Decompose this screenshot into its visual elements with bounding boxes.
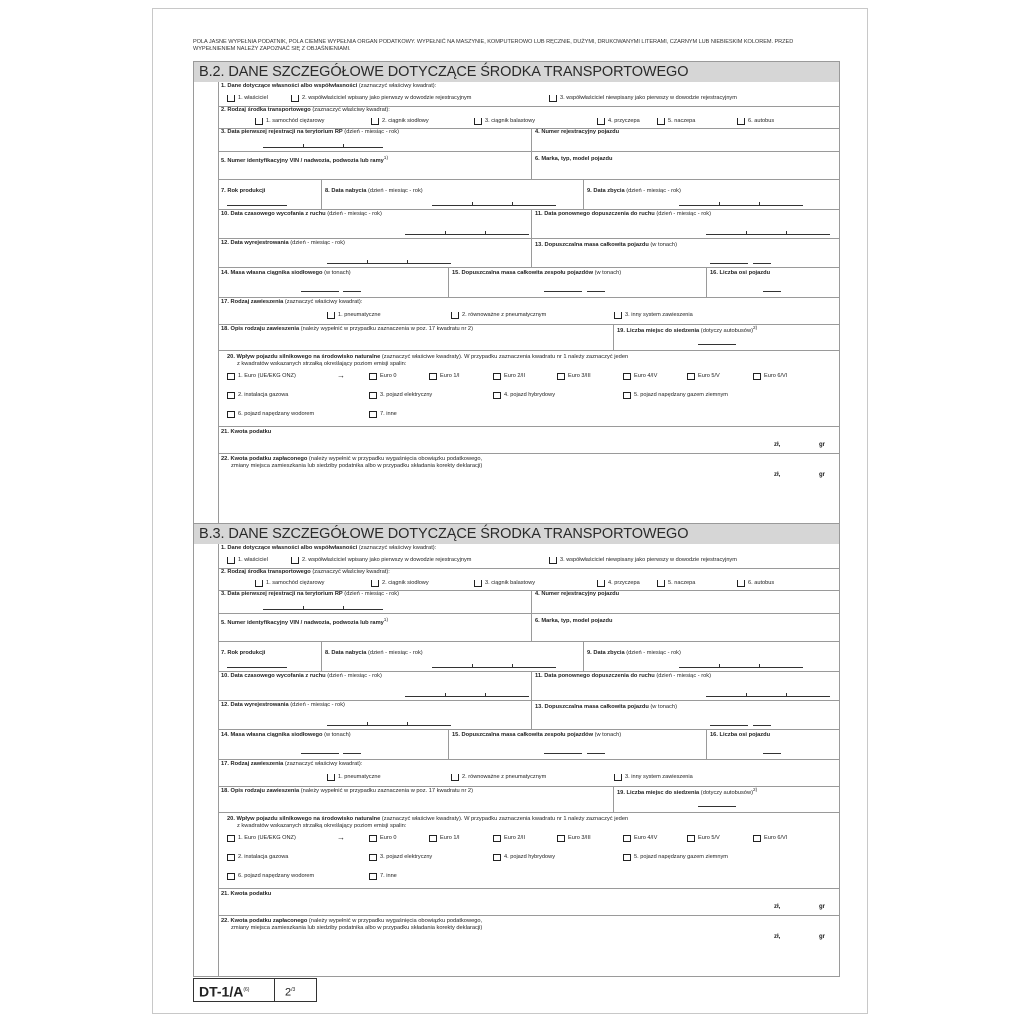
input-tractor-mass[interactable] xyxy=(301,287,339,292)
field-label: 15. Dopuszczalna masa całkowita zespołu pojazdów (w tonach) xyxy=(452,732,622,738)
checkbox-euro-6[interactable]: Euro 6/VI xyxy=(753,834,787,842)
vehicle-section-2 xyxy=(193,61,840,524)
field-suspension-desc-label: 18. Opis rodzaju zawieszenia (należy wypełnić w przypadku zaznaczenia w poz. 17 kwadratu nr 2) xyxy=(221,788,473,794)
checkbox-euro-5[interactable]: Euro 5/V xyxy=(687,372,720,380)
field-hint: zmiany miejsca zamieszkania lub siedziby podatnika albo w przypadku składania korekty deklaracji) xyxy=(231,462,483,469)
checkbox-euro[interactable]: 1. Euro (UE/EKG ONZ) xyxy=(227,372,296,380)
field-tax-amount[interactable] xyxy=(219,426,839,454)
row-suspension-desc xyxy=(219,786,839,813)
checkbox-co-owner-first[interactable]: 2. współwłaściciel wpisany jako pierwszy w dowodzie rejestracyjnym xyxy=(291,94,471,102)
currency-zl: zł, xyxy=(774,472,781,478)
form-sheet xyxy=(152,8,868,1014)
field-withdrawal-label: 10. Data czasowego wycofania z ruchu (dzień - miesiąc - rok) xyxy=(221,673,382,679)
field-label: 6. Marka, typ, model pojazdu xyxy=(535,156,613,162)
field-label: 11. Data ponownego dopuszczenia do ruchu (dzień - miesiąc - rok) xyxy=(535,673,712,679)
field-environmental-impact xyxy=(219,350,839,427)
field-hint: z kwadratów wskazanych strzałką określający poziom emisji spalin: xyxy=(237,360,407,367)
checkbox-electric[interactable]: 3. pojazd elektryczny xyxy=(369,853,432,861)
field-tractor-mass-label: 14. Masa własna ciągnika siodłowego (w tonach) xyxy=(221,732,351,738)
instructions-text: POLA JASNE WYPEŁNIA PODATNIK, POLA CIEMNE WYPEŁNIA ORGAN PODATKOWY. WYPEŁNIĆ NA MASZYNIE, KOMPUTEROWO LUB RĘCZNIE, DUŻYMI, DRUKOWANYMI LITERAMI, CZARNYM LUB NIEBIESKIM KOLOREM. PRZED WYPEŁNIENIEM NALEŻY ZAPOZNAĆ SIĘ Z OBJAŚNIENIAMI. xyxy=(193,39,794,52)
field-acquisition-date[interactable] xyxy=(321,641,584,671)
row-production-dates xyxy=(219,641,839,672)
input-production-year[interactable] xyxy=(227,201,287,206)
checkbox-tractor[interactable]: 2. ciągnik siodłowy xyxy=(371,579,429,587)
field-combination-mass[interactable] xyxy=(448,267,707,297)
checkbox-truck[interactable]: 1. samochód ciężarowy xyxy=(255,117,324,125)
field-label: 22. Kwota podatku zapłaconego (należy wypełnić w przypadku wygaśnięcia obowiązku podatkowego, xyxy=(221,918,483,924)
currency-zl: zł, xyxy=(774,442,781,448)
date-deregistration[interactable] xyxy=(327,721,451,726)
field-ownership xyxy=(219,82,839,107)
checkbox-gas[interactable]: 2. instalacja gazowa xyxy=(227,853,288,861)
checkbox-co-owner-other[interactable]: 3. współwłaściciel niewpisany jako pierwszy w dowodzie rejestracyjnym xyxy=(549,556,737,564)
checkbox-euro-2[interactable]: Euro 2/II xyxy=(493,372,525,380)
field-deregistration-label: 12. Data wyrejestrowania (dzień - miesiąc - rok) xyxy=(221,702,345,708)
field-hint: zmiany miejsca zamieszkania lub siedziby podatnika albo w przypadku składania korekty deklaracji) xyxy=(231,924,483,931)
field-label: 17. Rodzaj zawieszenia (zaznaczyć właściwy kwadrat): xyxy=(221,761,363,767)
checkbox-other-suspension[interactable]: 3. inny system zawieszenia xyxy=(614,773,693,781)
section-body xyxy=(218,82,839,523)
checkbox-bus[interactable]: 6. autobus xyxy=(737,579,774,587)
field-label: 13. Dopuszczalna masa całkowita pojazdu (w tonach) xyxy=(535,242,677,248)
field-label: 19. Liczba miejsc do siedzenia (dotyczy autobusów)$^{2)}$ xyxy=(617,326,758,334)
currency-zl: zł, xyxy=(774,904,781,910)
field-ownership xyxy=(219,544,839,569)
field-label: 20. Wpływ pojazdu silnikowego na środowisko naturalne (zaznaczyć właściwe kwadraty). W przypadku zaznaczenia kwadratu nr 1 należy zaznaczyć jeden xyxy=(227,816,629,822)
row-registration xyxy=(219,590,839,614)
field-deregistration-label: 12. Data wyrejestrowania (dzień - miesiąc - rok) xyxy=(221,240,345,246)
field-hint: z kwadratów wskazanych strzałką określający poziom emisji spalin: xyxy=(237,822,407,829)
checkbox-pneumatic[interactable]: 1. pneumatyczne xyxy=(327,311,381,319)
checkbox-euro-0[interactable]: Euro 0 xyxy=(369,834,396,842)
field-suspension-desc-label: 18. Opis rodzaju zawieszenia (należy wypełnić w przypadku zaznaczenia w poz. 17 kwadratu nr 2) xyxy=(221,326,473,332)
checkbox-pneumatic[interactable]: 1. pneumatyczne xyxy=(327,773,381,781)
form-code: $DT-1/A^{(6)}$ xyxy=(193,978,275,1002)
currency-zl: zł, xyxy=(774,934,781,940)
row-withdrawal xyxy=(219,671,839,701)
field-tax-paid[interactable] xyxy=(219,915,839,944)
field-seats[interactable] xyxy=(613,324,839,350)
input-tractor-mass[interactable] xyxy=(301,749,339,754)
field-label: 20. Wpływ pojazdu silnikowego na środowisko naturalne (zaznaczyć właściwe kwadraty). W przypadku zaznaczenia kwadratu nr 1 należy zaznaczyć jeden xyxy=(227,354,629,360)
field-suspension-type xyxy=(219,759,839,787)
field-label: 16. Liczba osi pojazdu xyxy=(710,732,771,738)
field-tractor-mass-label: 14. Masa własna ciągnika siodłowego (w tonach) xyxy=(221,270,351,276)
checkbox-hydrogen[interactable]: 6. pojazd napędzany wodorem xyxy=(227,410,314,418)
field-first-registration-label: 3. Data pierwszej rejestracji na terytorium RP (dzień - miesiąc - rok) xyxy=(221,591,399,597)
currency-gr: gr xyxy=(819,442,825,448)
checkbox-hybrid[interactable]: 4. pojazd hybrydowy xyxy=(493,391,555,399)
checkbox-other[interactable]: 7. inne xyxy=(369,410,397,418)
checkbox-other[interactable]: 7. inne xyxy=(369,872,397,880)
field-max-mass[interactable] xyxy=(531,238,839,267)
field-label: 1. Dane dotyczące własności albo współwłasności (zaznaczyć właściwy kwadrat): xyxy=(221,545,437,551)
checkbox-natural-gas[interactable]: 5. pojazd napędzany gazem ziemnym xyxy=(623,853,728,861)
field-label: 6. Marka, typ, model pojazdu xyxy=(535,618,613,624)
field-axle-count[interactable] xyxy=(706,267,839,297)
field-first-registration-label: 3. Data pierwszej rejestracji na terytorium RP (dzień - miesiąc - rok) xyxy=(221,129,399,135)
field-label: 9. Data zbycia (dzień - miesiąc - rok) xyxy=(587,188,681,194)
checkbox-euro-3[interactable]: Euro 3/III xyxy=(557,834,591,842)
checkbox-euro-3[interactable]: Euro 3/III xyxy=(557,372,591,380)
checkbox-ballast-tractor[interactable]: 3. ciągnik balastowy xyxy=(474,117,535,125)
field-environmental-impact xyxy=(219,812,839,889)
arrow-icon: → xyxy=(337,833,345,842)
checkbox-gas[interactable]: 2. instalacja gazowa xyxy=(227,391,288,399)
date-withdrawal[interactable] xyxy=(405,230,529,235)
checkbox-bus[interactable]: 6. autobus xyxy=(737,117,774,125)
field-label: 21. Kwota podatku xyxy=(221,891,272,897)
field-registration-number[interactable] xyxy=(531,128,839,151)
field-label: 8. Data nabycia (dzień - miesiąc - rok) xyxy=(325,188,423,194)
field-vin-label: 5. Numer identyfikacyjny VIN / nadwozia, podwozia lub ramy$^{1)}$ xyxy=(221,156,389,164)
checkbox-hybrid[interactable]: 4. pojazd hybrydowy xyxy=(493,853,555,861)
currency-gr: gr xyxy=(819,472,825,478)
field-label: 22. Kwota podatku zapłaconego (należy wypełnić w przypadku wygaśnięcia obowiązku podatkowego, xyxy=(221,456,483,462)
checkbox-euro-2[interactable]: Euro 2/II xyxy=(493,834,525,842)
field-label: 1. Dane dotyczące własności albo współwłasności (zaznaczyć właściwy kwadrat): xyxy=(221,83,437,89)
date-first-registration[interactable] xyxy=(263,143,383,148)
checkbox-ballast-tractor[interactable]: 3. ciągnik balastowy xyxy=(474,579,535,587)
field-production-year-label: 7. Rok produkcji xyxy=(221,188,266,194)
field-suspension-type xyxy=(219,297,839,325)
row-suspension-desc xyxy=(219,324,839,351)
field-label: 19. Liczba miejsc do siedzenia (dotyczy autobusów)$^{2)}$ xyxy=(617,788,758,796)
field-max-mass[interactable] xyxy=(531,700,839,729)
checkbox-euro-1[interactable]: Euro 1/I xyxy=(429,834,460,842)
checkbox-natural-gas[interactable]: 5. pojazd napędzany gazem ziemnym xyxy=(623,391,728,399)
field-readmission-date[interactable] xyxy=(531,209,839,238)
row-masses xyxy=(219,267,839,298)
field-label: 2. Rodzaj środka transportowego (zaznaczyć właściwy kwadrat): xyxy=(221,569,390,575)
field-vin-label: 5. Numer identyfikacyjny VIN / nadwozia, podwozia lub ramy$^{1)}$ xyxy=(221,618,389,626)
row-withdrawal xyxy=(219,209,839,239)
currency-gr: gr xyxy=(819,904,825,910)
checkbox-co-owner-other[interactable]: 3. współwłaściciel niewpisany jako pierwszy w dowodzie rejestracyjnym xyxy=(549,94,737,102)
checkbox-equivalent[interactable]: 2. równoważne z pneumatycznym xyxy=(451,311,546,319)
field-seats[interactable] xyxy=(613,786,839,812)
row-production-dates xyxy=(219,179,839,210)
checkbox-euro[interactable]: 1. Euro (UE/EKG ONZ) xyxy=(227,834,296,842)
form-footer xyxy=(193,978,317,1002)
checkbox-euro-4[interactable]: Euro 4/IV xyxy=(623,834,657,842)
row-deregistration xyxy=(219,238,839,268)
page-number: $2^{/3}$ xyxy=(275,978,317,1002)
section-body xyxy=(218,544,839,976)
field-tax-amount[interactable] xyxy=(219,888,839,916)
arrow-icon: → xyxy=(337,371,345,380)
field-label: 11. Data ponownego dopuszczenia do ruchu (dzień - miesiąc - rok) xyxy=(535,211,712,217)
checkbox-euro-6[interactable]: Euro 6/VI xyxy=(753,372,787,380)
checkbox-trailer[interactable]: 4. przyczepa xyxy=(597,117,640,125)
checkbox-truck[interactable]: 1. samochód ciężarowy xyxy=(255,579,324,587)
date-first-registration[interactable] xyxy=(263,605,383,610)
checkbox-euro-0[interactable]: Euro 0 xyxy=(369,372,396,380)
checkbox-tractor[interactable]: 2. ciągnik siodłowy xyxy=(371,117,429,125)
checkbox-trailer[interactable]: 4. przyczepa xyxy=(597,579,640,587)
row-vin xyxy=(219,151,839,180)
field-acquisition-date[interactable] xyxy=(321,179,584,209)
section-title: B.2. DANE SZCZEGÓŁOWE DOTYCZĄCE ŚRODKA TRANSPORTOWEGO xyxy=(194,62,839,82)
checkbox-semitrailer[interactable]: 5. naczepa xyxy=(657,579,695,587)
field-production-year-label: 7. Rok produkcji xyxy=(221,650,266,656)
field-axle-count[interactable] xyxy=(706,729,839,759)
checkbox-euro-4[interactable]: Euro 4/IV xyxy=(623,372,657,380)
checkbox-owner[interactable]: 1. właściciel xyxy=(227,556,268,564)
row-deregistration xyxy=(219,700,839,730)
field-label: 17. Rodzaj zawieszenia (zaznaczyć właściwy kwadrat): xyxy=(221,299,363,305)
vehicle-section-3 xyxy=(193,523,840,977)
field-label: 8. Data nabycia (dzień - miesiąc - rok) xyxy=(325,650,423,656)
field-label: 9. Data zbycia (dzień - miesiąc - rok) xyxy=(587,650,681,656)
field-make-model[interactable] xyxy=(531,613,839,641)
field-label: 4. Numer rejestracyjny pojazdu xyxy=(535,591,620,597)
checkbox-euro-1[interactable]: Euro 1/I xyxy=(429,372,460,380)
field-registration-number[interactable] xyxy=(531,590,839,613)
input-production-year[interactable] xyxy=(227,663,287,668)
checkbox-other-suspension[interactable]: 3. inny system zawieszenia xyxy=(614,311,693,319)
field-vehicle-type xyxy=(219,568,839,591)
field-disposal-date[interactable] xyxy=(583,179,839,209)
field-vehicle-type xyxy=(219,106,839,129)
checkbox-semitrailer[interactable]: 5. naczepa xyxy=(657,117,695,125)
field-combination-mass[interactable] xyxy=(448,729,707,759)
checkbox-electric[interactable]: 3. pojazd elektryczny xyxy=(369,391,432,399)
row-masses xyxy=(219,729,839,760)
field-label: 21. Kwota podatku xyxy=(221,429,272,435)
section-title: B.3. DANE SZCZEGÓŁOWE DOTYCZĄCE ŚRODKA TRANSPORTOWEGO xyxy=(194,524,839,544)
currency-gr: gr xyxy=(819,934,825,940)
checkbox-co-owner-first[interactable]: 2. współwłaściciel wpisany jako pierwszy w dowodzie rejestracyjnym xyxy=(291,556,471,564)
row-vin xyxy=(219,613,839,642)
checkbox-owner[interactable]: 1. właściciel xyxy=(227,94,268,102)
field-tax-paid[interactable] xyxy=(219,453,839,482)
field-label: 2. Rodzaj środka transportowego (zaznaczyć właściwy kwadrat): xyxy=(221,107,390,113)
date-deregistration[interactable] xyxy=(327,259,451,264)
checkbox-hydrogen[interactable]: 6. pojazd napędzany wodorem xyxy=(227,872,314,880)
date-withdrawal[interactable] xyxy=(405,692,529,697)
field-label: 4. Numer rejestracyjny pojazdu xyxy=(535,129,620,135)
field-disposal-date[interactable] xyxy=(583,641,839,671)
row-registration xyxy=(219,128,839,152)
checkbox-equivalent[interactable]: 2. równoważne z pneumatycznym xyxy=(451,773,546,781)
field-withdrawal-label: 10. Data czasowego wycofania z ruchu (dzień - miesiąc - rok) xyxy=(221,211,382,217)
field-label: 13. Dopuszczalna masa całkowita pojazdu (w tonach) xyxy=(535,704,677,710)
field-label: 16. Liczba osi pojazdu xyxy=(710,270,771,276)
field-label: 15. Dopuszczalna masa całkowita zespołu pojazdów (w tonach) xyxy=(452,270,622,276)
field-readmission-date[interactable] xyxy=(531,671,839,700)
checkbox-euro-5[interactable]: Euro 5/V xyxy=(687,834,720,842)
field-make-model[interactable] xyxy=(531,151,839,179)
